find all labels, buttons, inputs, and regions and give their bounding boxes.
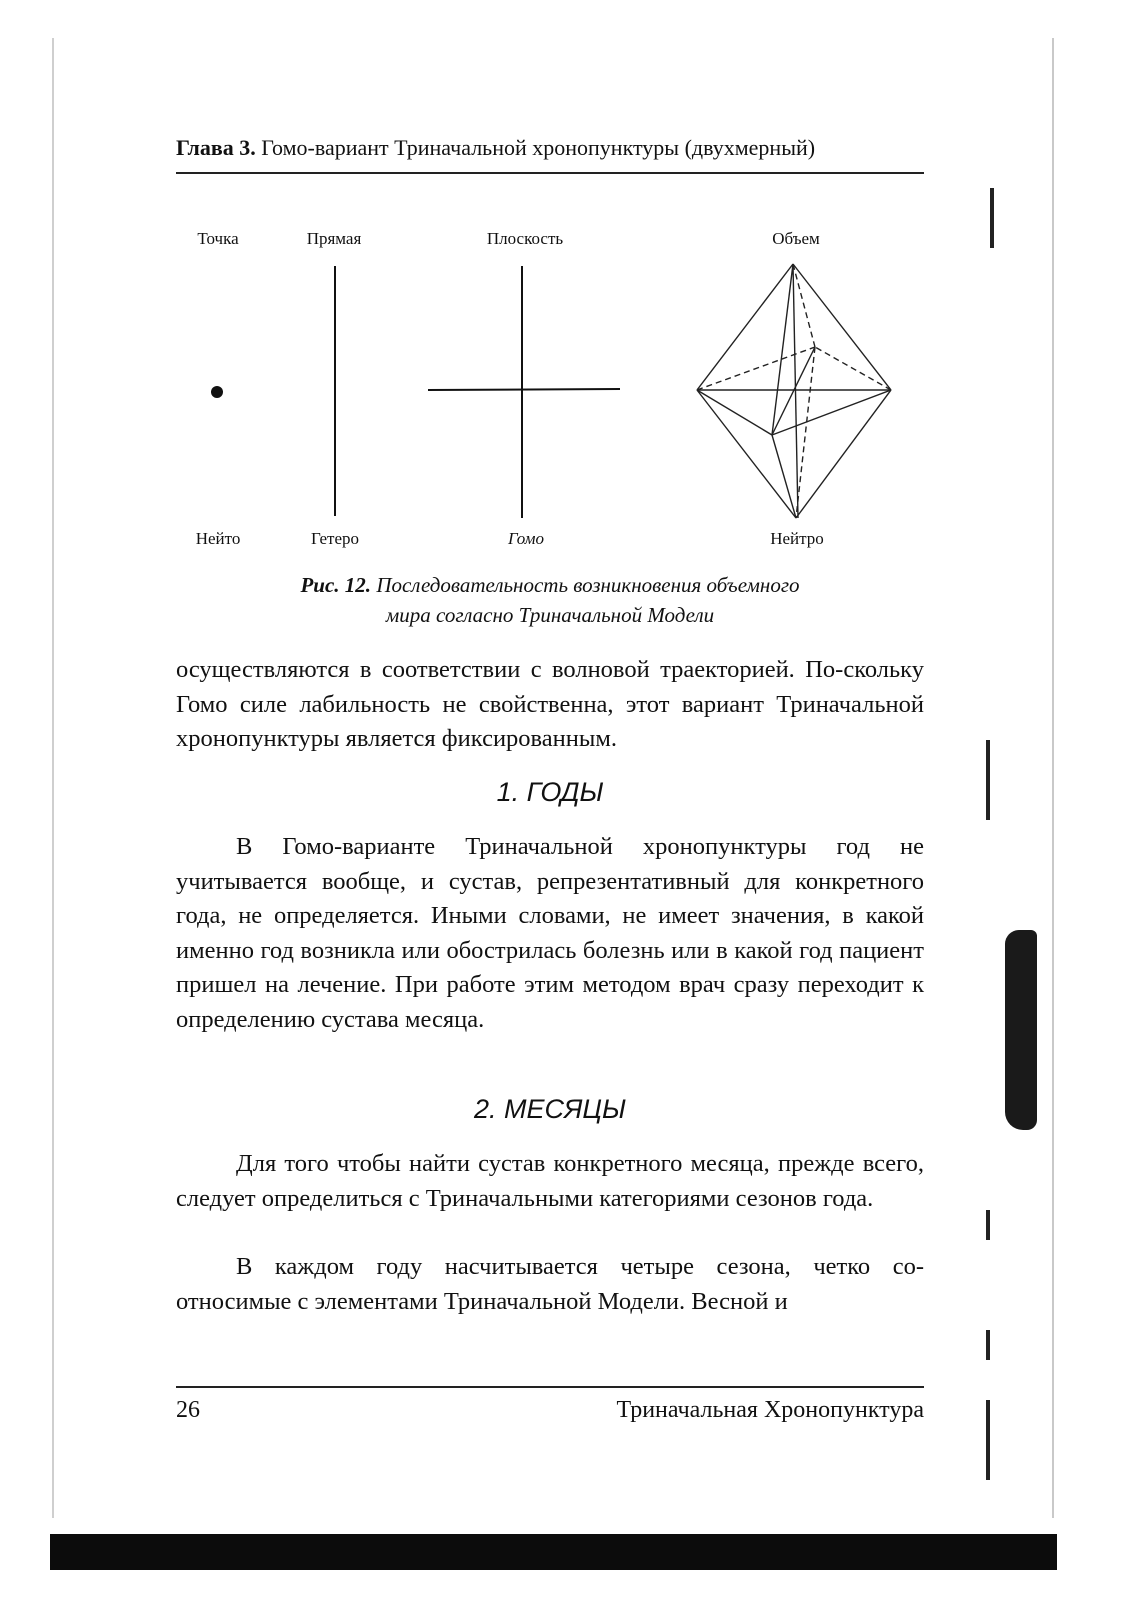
- label-plane: Плоскость: [486, 229, 564, 248]
- point-dot: [211, 386, 223, 398]
- intro-paragraph: осуществляются в соответствии с волновой траекторией. По-скольку Гомо силе лабильность не свойственна, этот вариант Триначальной хронопунктуры является фиксированным.: [176, 656, 924, 752]
- footer-rule: [176, 1386, 924, 1388]
- months-paragraph-2: В каждом году насчитывается четыре сезона, четко со-относимые с элементами Триначальной Модели. Весной и: [176, 1253, 924, 1315]
- label-hetero: Гетеро: [310, 529, 360, 548]
- plane-horizontal: [428, 389, 620, 390]
- page-number: 26: [176, 1397, 200, 1423]
- scan-mark: [986, 1400, 990, 1480]
- scan-mark: [986, 1330, 990, 1360]
- scan-edge-bottom: [50, 1534, 1057, 1570]
- label-line: Прямая: [306, 229, 362, 248]
- figure-number: Рис. 12.: [300, 573, 372, 597]
- label-neito: Нейто: [195, 529, 241, 548]
- scan-mark: [986, 1210, 990, 1240]
- scan-mark: [986, 740, 990, 820]
- section-heading-years: 1. ГОДЫ: [496, 777, 604, 807]
- caption-line-2: мира согласно Триначальной Модели: [385, 603, 715, 627]
- label-point: Точка: [197, 229, 239, 248]
- chapter-number: Глава 3.: [176, 135, 256, 160]
- octahedron: [697, 264, 891, 518]
- label-homo: Гомо: [508, 529, 544, 548]
- figure-caption: [176, 570, 924, 600]
- section-heading-months: 2. МЕСЯЦЫ: [474, 1094, 626, 1124]
- years-paragraph: В Гомо-варианте Триначальной хронопунктуры год не учитывается вообще, и сустав, репрезентативный для конкретного года, не определяется. Иными словами, не имеет значения, в какой именно год возникла или обострилась болезнь или в какой год пациент пришел на лечение. При работе этим методом врач сразу переходит к определению сустава месяца.: [176, 833, 924, 1033]
- figure-12: [0, 0, 1131, 600]
- chapter-title: Гомо-вариант Триначальной хронопунктуры (двухмерный): [261, 135, 816, 160]
- caption-line-1: Последовательность возникновения объемного: [376, 573, 800, 597]
- scan-smudge: [1005, 930, 1037, 1130]
- months-paragraph-1: Для того чтобы найти сустав конкретного месяца, прежде всего, следует определиться с Триначальными категориями сезонов года.: [176, 1150, 924, 1212]
- book-title: Триначальная Хронопунктура: [616, 1397, 924, 1423]
- label-neitro: Нейтро: [770, 529, 824, 548]
- label-volume: Объем: [772, 229, 820, 248]
